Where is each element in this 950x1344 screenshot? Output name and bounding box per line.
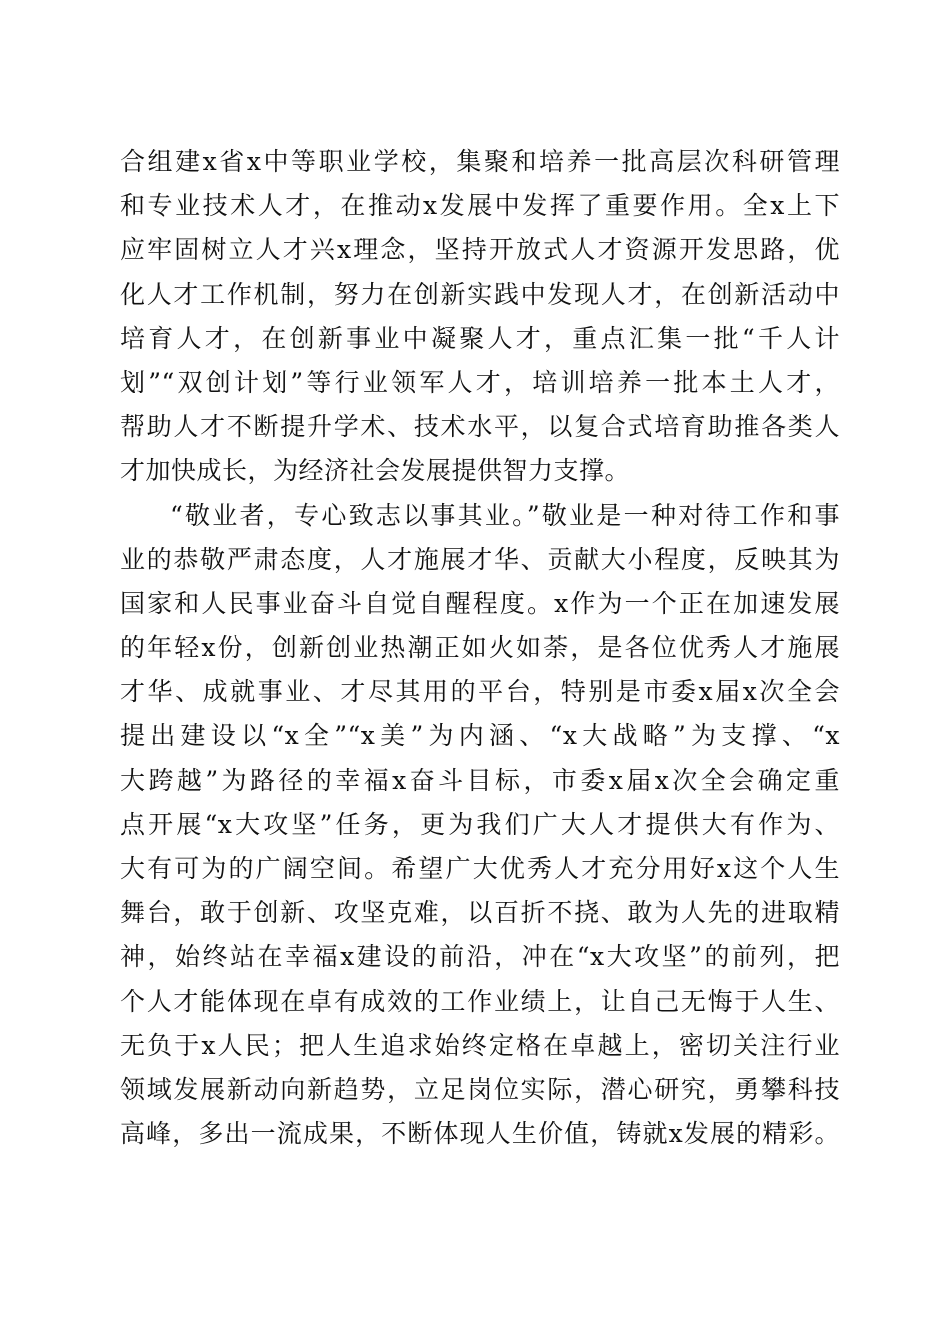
text-line: 培育人才，在创新事业中凝聚人才，重点汇集一批“千人计	[120, 323, 840, 353]
text-line: 化人才工作机制，努力在创新实践中发现人才，在创新活动中	[120, 279, 840, 309]
paragraph-2	[120, 494, 840, 1157]
text-line: “敬业者，专心致志以事其业。”敬业是一种对待工作和事	[170, 500, 840, 530]
text-line: 才华、成就事业、才尽其用的平台，特别是市委x届x次全会	[120, 677, 840, 707]
text-line: 提出建设以“x全”“x美”为内涵、“x大战略”为支撑、“x	[120, 721, 840, 751]
text-line: 无负于x人民；把人生追求始终定格在卓越上，密切关注行业	[120, 1030, 840, 1060]
text-line: 业的恭敬严肃态度，人才施展才华、贡献大小程度，反映其为	[120, 544, 840, 574]
text-line: 应牢固树立人才兴x理念，坚持开放式人才资源开发思路，优	[120, 235, 840, 265]
text-line: 帮助人才不断提升学术、技术水平，以复合式培育助推各类人	[120, 412, 840, 442]
text-line: 个人才能体现在卓有成效的工作业绩上，让自己无悔于人生、	[120, 986, 840, 1016]
text-line: 大有可为的广阔空间。希望广大优秀人才充分用好x这个人生	[120, 854, 840, 883]
text-line: 领域发展新动向新趋势，立足岗位实际，潜心研究，勇攀科技	[120, 1074, 840, 1104]
text-line: 划”“双创计划”等行业领军人才，培训培养一批本土人才，	[120, 367, 840, 397]
document-body	[120, 140, 840, 1156]
text-line: 合组建x省x中等职业学校，集聚和培养一批高层次科研管理	[120, 147, 840, 176]
paragraph-1	[120, 140, 840, 494]
text-line: 和专业技术人才，在推动x发展中发挥了重要作用。全x上下	[120, 191, 840, 221]
text-line: 国家和人民事业奋斗自觉自醒程度。x作为一个正在加速发展	[120, 588, 840, 618]
text-line: 点开展“x大攻坚”任务，更为我们广大人才提供大有作为、	[120, 809, 840, 839]
text-line: 才加快成长，为经济社会发展提供智力支撑。	[120, 456, 631, 486]
text-line: 大跨越”为路径的幸福x奋斗目标，市委x届x次全会确定重	[120, 765, 840, 795]
text-line: 神，始终站在幸福x建设的前沿，冲在“x大攻坚”的前列，把	[120, 942, 840, 972]
text-line: 的年轻x份，创新创业热潮正如火如荼，是各位优秀人才施展	[120, 633, 840, 663]
text-line: 舞台，敢于创新、攻坚克难，以百折不挠、敢为人先的进取精	[120, 898, 840, 928]
text-line: 高峰，多出一流成果，不断体现人生价值，铸就x发展的精彩。	[120, 1119, 840, 1149]
